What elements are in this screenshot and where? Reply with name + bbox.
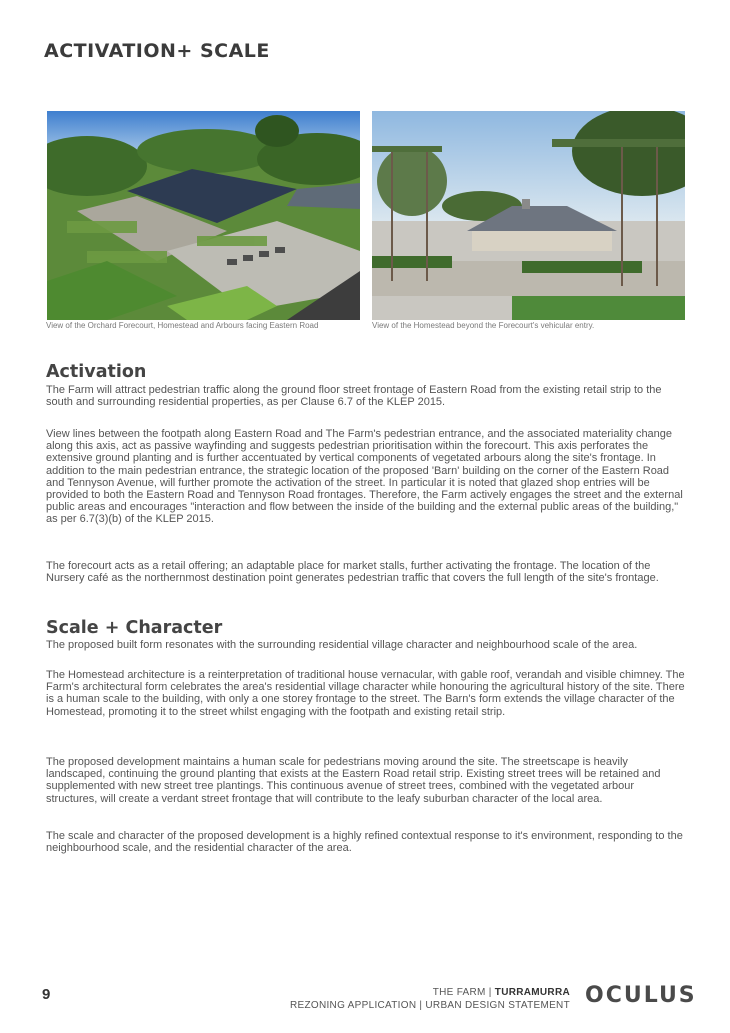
footer-project-info [290, 986, 570, 1012]
paragraph: The proposed built form resonates with the surrounding residential village character and neighbourhood scale of the area. [46, 639, 638, 651]
project-name: THE FARM [432, 987, 486, 998]
image-caption: View of the Orchard Forecourt, Homestead and Arbours facing Eastern Road [46, 321, 319, 330]
image-caption: View of the Homestead beyond the Forecourt's vehicular entry. [372, 321, 595, 330]
separator: | [488, 987, 492, 998]
paragraph: The forecourt acts as a retail offering; an adaptable place for market stalls, further activating the frontage. The location of the Nursery café as the northernmost destination point generates pedestrian traffic that covers the full length of the site's frontage. [46, 560, 659, 585]
page-title: ACTIVATION+ SCALE [44, 40, 270, 62]
paragraph: View lines between the footpath along Eastern Road and The Farm's pedestrian entrance, and the associated materiality change along this axis, act as passive wayfinding and suggests pedestrian prioritisation within the forecourt. This axis perforates the extensive ground planting and is further accentuated by vertical components of vegetated arbours along the site's frontage. In addition to the main pedestrian entrance, the strategic location of the proposed 'Barn' building on the corner of the Eastern Road and Tennyson Avenue, will further promote the activation of the street. In particular it is noted that glazed shop entries will be provided to both the Eastern Road and Tennyson Road frontages. Therefore, the Farm actively engages the street and the external public areas and encourages "interaction and flow between the inside of the building and the external public areas of the building," as per 6.7(3)(b) of the KLEP 2015. [46, 428, 683, 526]
project-location: TURRAMURRA [494, 987, 570, 998]
document-line: REZONING APPLICATION | URBAN DESIGN STATEMENT [289, 1000, 570, 1011]
paragraph: The Homestead architecture is a reinterpretation of traditional house vernacular, with gable roof, verandah and visible chimney. The Farm's architectural form celebrates the area's residential village character while honouring the agricultural history of the site. There is a human scale to the building, with only a one storey frontage to the street. The Barn's form extends the village character of the Homestead, promoting it to the street whilst engaging with the footpath and existing retail strip. [46, 669, 685, 718]
section-heading-scale-character: Scale + Character [46, 618, 223, 638]
paragraph: The Farm will attract pedestrian traffic along the ground floor street frontage of Eastern Road from the existing retail strip to the south and surrounding residential properties, as per Clause 6.7 of the KLEP 2015. [46, 384, 662, 409]
brand-logo: OCULUS [585, 983, 697, 1008]
section-heading-activation: Activation [46, 362, 147, 382]
paragraph: The scale and character of the proposed development is a highly refined contextual response to it's environment, responding to the neighbourhood scale, and the residential character of the area. [46, 830, 683, 855]
aerial-rendering-image [47, 111, 360, 320]
homestead-rendering-image [372, 111, 685, 320]
paragraph: The proposed development maintains a human scale for pedestrians moving around the site. The streetscape is heavily landscaped, continuing the ground planting that exists at the Eastern Road retail strip. Existing street trees will be retained and supplemented with new street tree plantings. This continuous avenue of street trees, combined with the vegetated arbour structures, will create a verdant street frontage that will contribute to the leafy suburban character of the local area. [46, 756, 661, 805]
page-number: 9 [42, 986, 51, 1003]
